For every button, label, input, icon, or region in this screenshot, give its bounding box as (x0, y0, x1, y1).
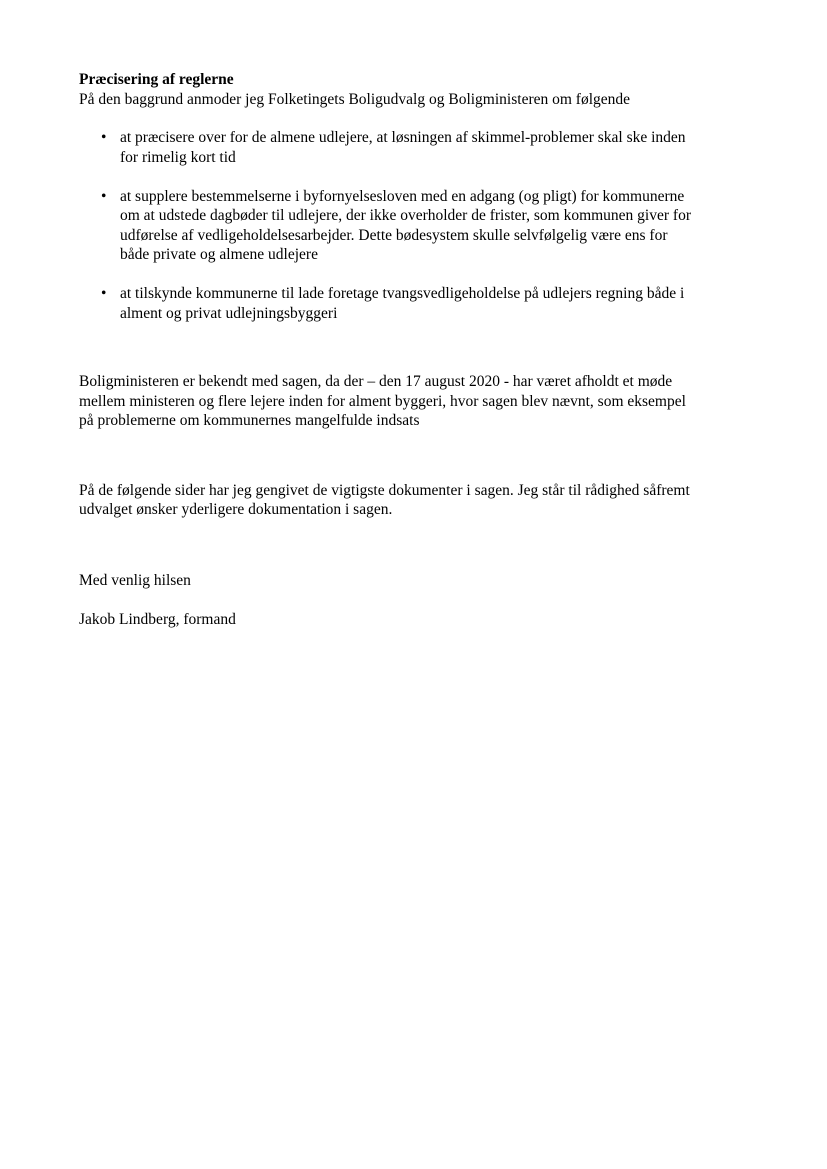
list-item-line: udførelse af vedligeholdelsesarbejder. Dette bødesystem skulle selvfølgelig være ens for (120, 226, 668, 244)
signature: Jakob Lindberg, formand (79, 611, 236, 628)
paragraph-line: På de følgende sider har jeg gengivet de vigtigste dokumenter i sagen. Jeg står til rådighed såfremt (79, 481, 690, 499)
document-page (79, 70, 759, 630)
section-heading: Præcisering af reglerne (79, 71, 234, 88)
list-item-line: at tilskynde kommunerne til lade foretage tvangsvedligeholdelse på udlejers regning både i (120, 285, 685, 302)
paragraph-line: på problemerne om kommunernes mangelfulde indsats (79, 412, 420, 429)
request-list (79, 128, 759, 323)
bullet-icon: • (101, 129, 107, 146)
minister-paragraph (79, 372, 759, 431)
documents-paragraph (79, 481, 759, 520)
bullet-icon: • (101, 187, 107, 205)
bullet-icon: • (101, 285, 107, 302)
list-item (79, 187, 759, 265)
paragraph-line: Boligministeren er bekendt med sagen, da der – den 17 august 2020 - har været afholdt et møde (79, 373, 673, 390)
paragraph-line: mellem ministeren og flere lejere inden for alment byggeri, hvor sagen blev nævnt, som eksempel (79, 392, 686, 410)
list-item-line: om at udstede dagbøder til udlejere, der ikke overholder de frister, som kommunen giver for (120, 207, 691, 224)
closing-salutation: Med venlig hilsen (79, 571, 191, 589)
list-item-line: at supplere bestemmelserne i byfornyelsesloven med en adgang (og pligt) for kommunerne (120, 187, 685, 205)
list-item (79, 284, 759, 323)
list-item-line: både private og almene udlejere (120, 246, 318, 263)
list-item-line: alment og privat udlejningsbyggeri (120, 304, 338, 322)
paragraph-line: udvalget ønsker yderligere dokumentation i sagen. (79, 501, 393, 518)
list-item-line: for rimelig kort tid (120, 148, 236, 166)
intro-paragraph: På den baggrund anmoder jeg Folketingets Boligudvalg og Boligministeren om følgende (79, 90, 631, 108)
list-item (79, 128, 759, 167)
list-item-line: at præcisere over for de almene udlejere, at løsningen af skimmel-problemer skal ske inden (120, 129, 686, 146)
